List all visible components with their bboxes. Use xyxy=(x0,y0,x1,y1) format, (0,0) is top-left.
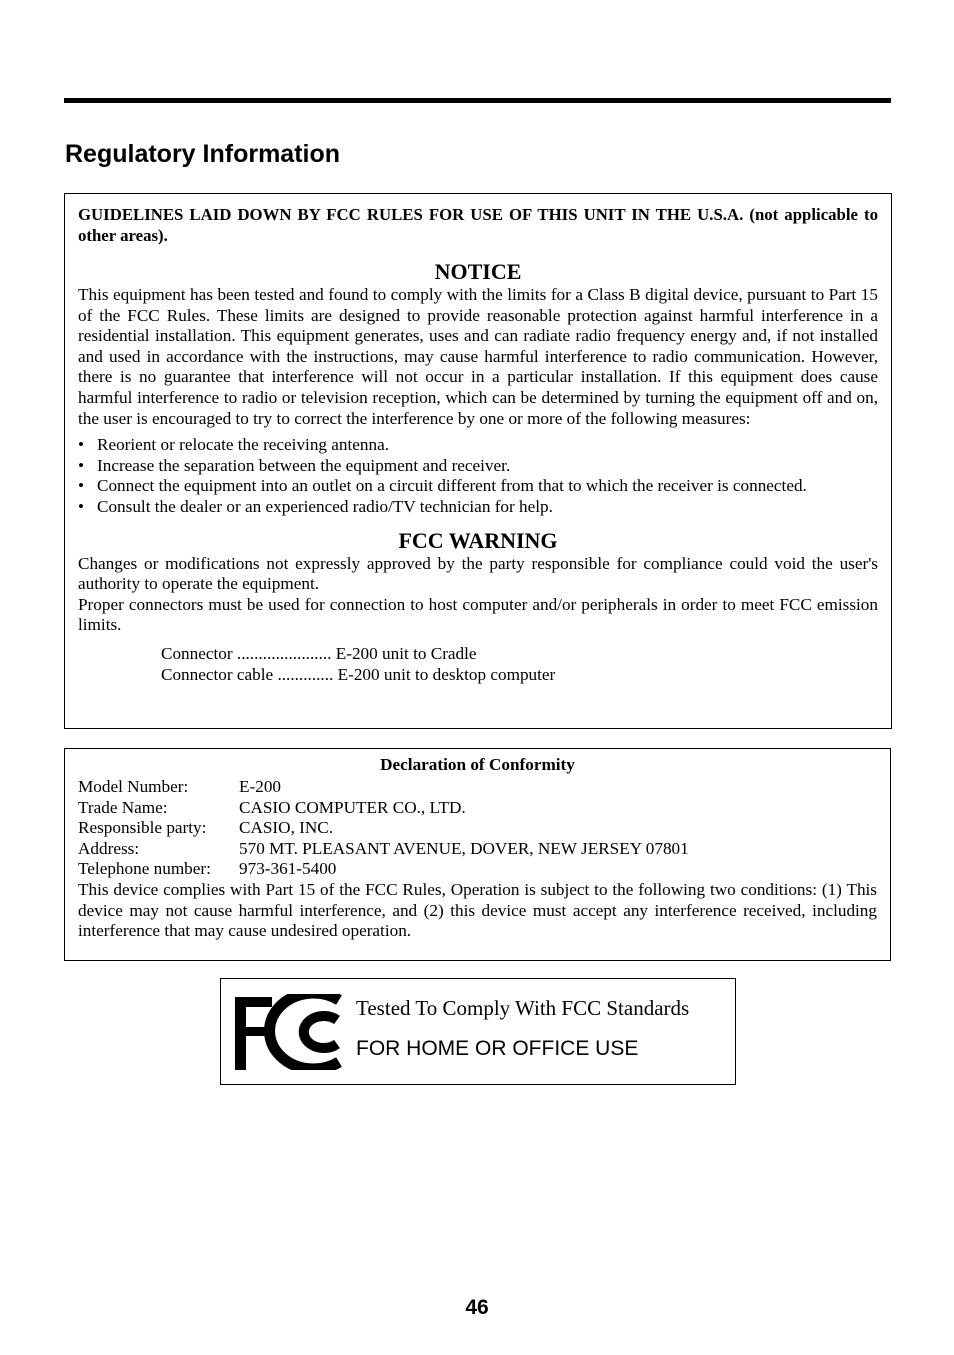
declaration-label: Trade Name: xyxy=(78,797,168,817)
declaration-row xyxy=(78,859,877,880)
bullet-icon: • xyxy=(78,435,85,455)
declaration-row xyxy=(78,777,877,798)
page-title: Regulatory Information xyxy=(65,140,341,168)
list-item xyxy=(78,497,878,518)
declaration-value: 570 MT. PLEASANT AVENUE, DOVER, NEW JERSEY 07801 xyxy=(239,838,689,858)
bullet-icon: • xyxy=(78,476,85,496)
list-item xyxy=(78,476,878,497)
declaration-row xyxy=(78,839,877,860)
declaration-label: Responsible party: xyxy=(78,818,207,838)
list-item xyxy=(78,435,878,456)
connector-list xyxy=(161,644,878,685)
connector-row xyxy=(161,665,878,686)
page-number: 46 xyxy=(465,1296,489,1319)
fcc-rules-box xyxy=(64,193,892,729)
compliance-statement: This device complies with Part 15 of the FCC Rules, Operation is subject to the following two conditions: (1) This device may not cause harmful interference, and (2) this device must accept any interference received, including interference that may cause undesired operation. xyxy=(78,879,877,941)
measure-text: Increase the separation between the equipment and receiver. xyxy=(97,455,511,475)
measures-list xyxy=(78,435,878,517)
declaration-label: Address: xyxy=(78,838,140,858)
declaration-value: CASIO, INC. xyxy=(239,818,334,838)
connector-value: E-200 unit to desktop computer xyxy=(337,664,556,684)
bullet-icon: • xyxy=(78,455,85,475)
warning-text-1: Changes or modifications not expressly approved by the party responsible for compliance could void the user's authority to operate the equipment. xyxy=(78,553,878,594)
top-rule xyxy=(64,98,891,103)
bullet-icon: • xyxy=(78,496,85,516)
declaration-row xyxy=(78,818,877,839)
declaration-value: 973-361-5400 xyxy=(239,859,337,879)
declaration-box xyxy=(64,748,891,961)
declaration-title: Declaration of Conformity xyxy=(380,755,575,774)
declaration-label: Telephone number: xyxy=(78,859,211,879)
declaration-label: Model Number: xyxy=(78,777,189,796)
measure-text: Consult the dealer or an experienced radio/TV technician for help. xyxy=(97,496,553,516)
guidelines-text: GUIDELINES LAID DOWN BY FCC RULES FOR USE OF THIS UNIT IN THE U.S.A. (not applicable to other areas). xyxy=(78,205,878,245)
fcc-warning-heading: FCC WARNING xyxy=(398,527,558,553)
connector-label: Connector cable ............. xyxy=(161,664,334,684)
declaration-value: E-200 xyxy=(239,777,282,796)
fcc-tested-text: Tested To Comply With FCC Standards xyxy=(356,996,690,1020)
connector-label: Connector ...................... xyxy=(161,643,332,663)
connector-row xyxy=(161,644,878,665)
fcc-logo-icon xyxy=(235,994,343,1070)
warning-text-2: Proper connectors must be used for connection to host computer and/or peripherals in order to meet FCC emission limits. xyxy=(78,594,878,635)
fcc-logo-box xyxy=(220,978,736,1085)
measure-text: Connect the equipment into an outlet on a circuit different from that to which the receiver is connected. xyxy=(97,476,807,496)
notice-text: This equipment has been tested and found to comply with the limits for a Class B digital device, pursuant to Part 15 of the FCC Rules. These limits are designed to provide reasonable protection against harmful interference in a residential installation. This equipment generates, uses and can radiate radio frequency energy and, if not installed and used in accordance with the instructions, may cause harmful interference to radio communication. However, there is no guarantee that interference will not occur in a particular installation. If this equipment does cause harmful interference to radio or television reception, which can be determined by turning the equipment off and on, the user is encouraged to try to correct the interference by one or more of the following measures: xyxy=(78,285,878,428)
fcc-home-office-text: FOR HOME OR OFFICE USE xyxy=(356,1037,639,1060)
notice-heading: NOTICE xyxy=(434,259,522,284)
list-item xyxy=(78,456,878,477)
declaration-row xyxy=(78,798,877,819)
declaration-value: CASIO COMPUTER CO., LTD. xyxy=(239,797,466,817)
measure-text: Reorient or relocate the receiving antenna. xyxy=(97,435,390,455)
connector-value: E-200 unit to Cradle xyxy=(335,643,477,663)
